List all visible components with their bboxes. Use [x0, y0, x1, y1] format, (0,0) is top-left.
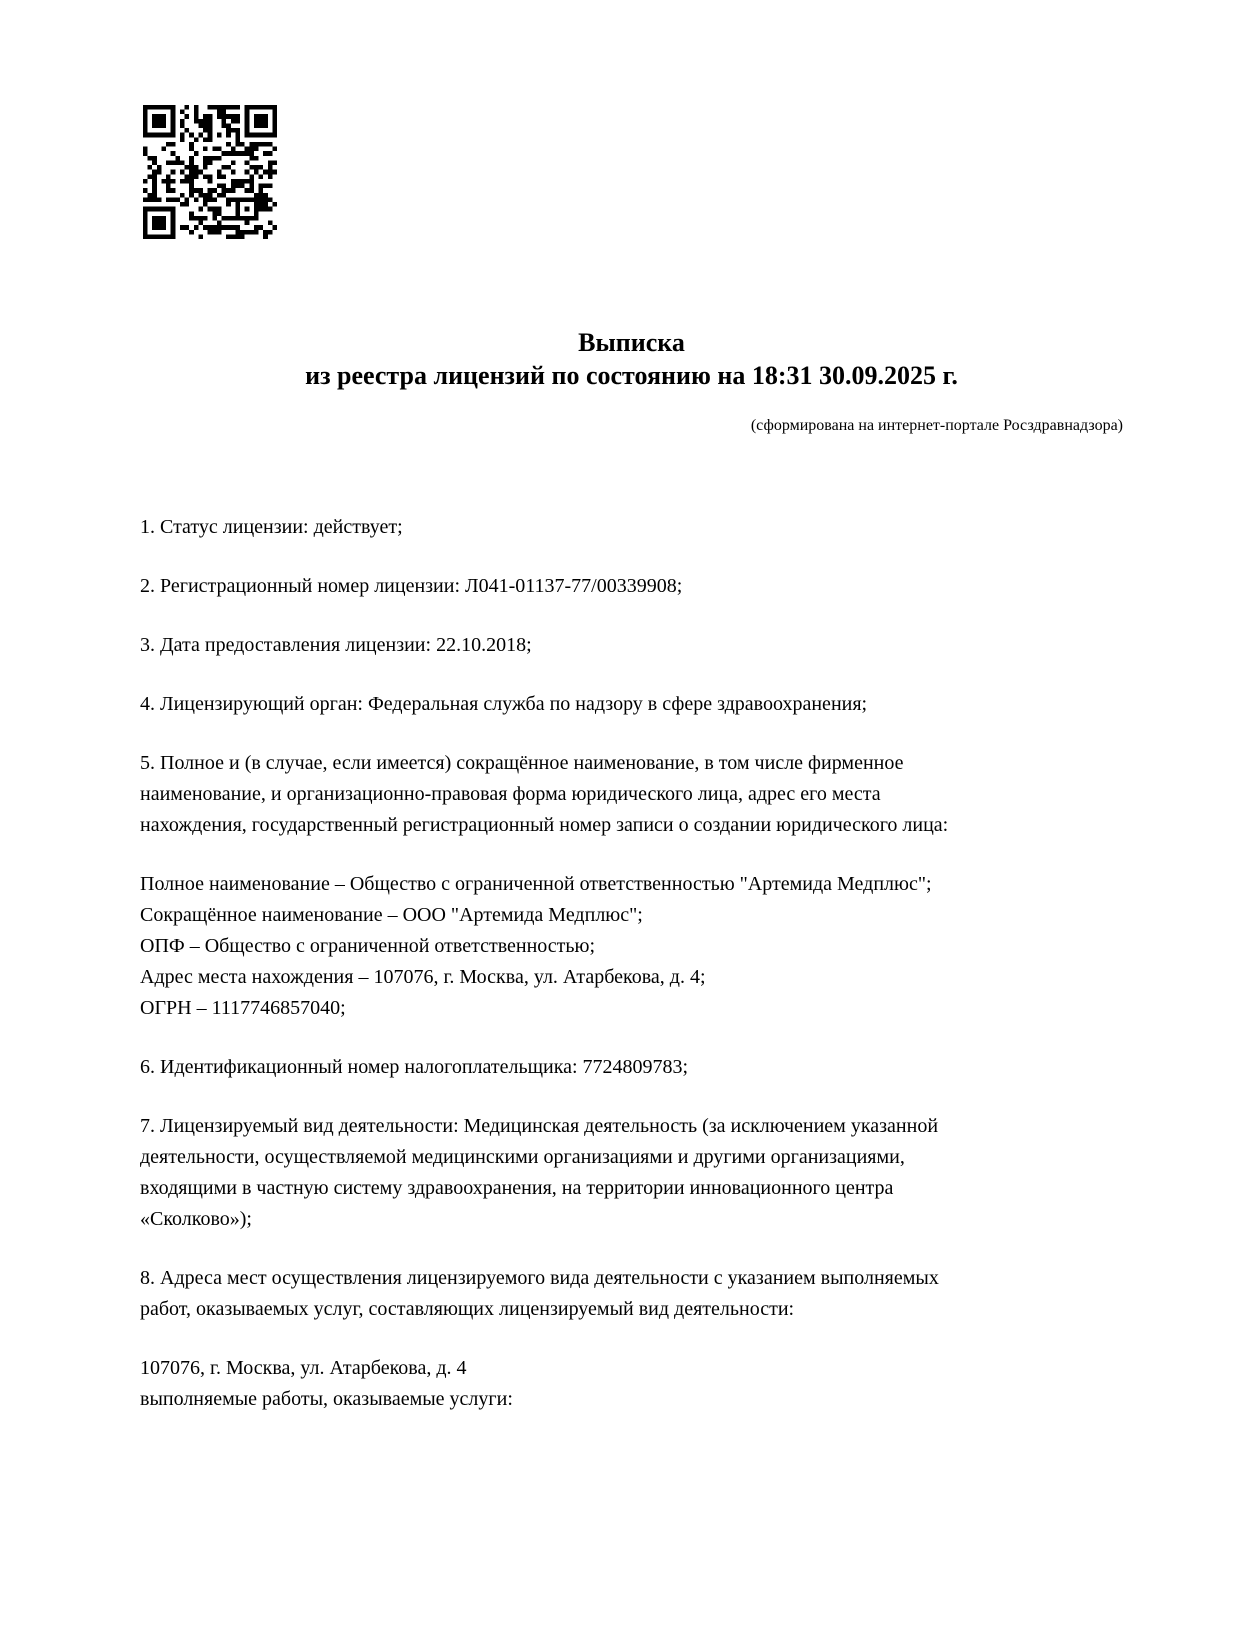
paragraph — [140, 1052, 1140, 1083]
text-line: Полное наименование – Общество с ограниченной ответственностью "Артемида Медплюс"; — [140, 873, 932, 895]
text-line: ОГРН – 1117746857040; — [140, 997, 346, 1019]
text-line: 2. Регистрационный номер лицензии: Л041-01137-77/00339908; — [140, 575, 683, 597]
text-line: входящими в частную систему здравоохранения, на территории инновационного центра — [140, 1177, 894, 1199]
document-title — [140, 326, 1123, 392]
title-line-1: Выписка — [578, 328, 685, 357]
text-line: деятельности, осуществляемой медицинскими организациями и другими организациями, — [140, 1146, 905, 1168]
paragraph — [140, 512, 1140, 543]
paragraph — [140, 869, 1140, 1024]
text-line: 4. Лицензирующий орган: Федеральная служба по надзору в сфере здравоохранения; — [140, 693, 868, 715]
paragraph — [140, 1263, 1140, 1325]
text-line: 8. Адреса мест осуществления лицензируемого вида деятельности с указанием выполняемых — [140, 1267, 939, 1289]
qr-code-image — [143, 105, 277, 239]
text-line: наименование, и организационно-правовая форма юридического лица, адрес его места — [140, 783, 881, 805]
paragraph — [140, 748, 1140, 841]
paragraph — [140, 630, 1140, 661]
text-line: ОПФ – Общество с ограниченной ответственностью; — [140, 935, 596, 957]
paragraph — [140, 1111, 1140, 1235]
text-line: нахождения, государственный регистрационный номер записи о создании юридического лица: — [140, 814, 949, 836]
document-subtitle: (сформирована на интернет-портале Росздравнадзора) — [750, 417, 1123, 434]
text-line: 1. Статус лицензии: действует; — [140, 516, 403, 538]
text-line: работ, оказываемых услуг, составляющих лицензируемый вид деятельности: — [140, 1298, 795, 1320]
text-line: выполняемые работы, оказываемые услуги: — [140, 1388, 513, 1410]
text-line: 6. Идентификационный номер налогоплательщика: 7724809783; — [140, 1056, 689, 1078]
document-body — [140, 512, 1140, 1447]
paragraph — [140, 1353, 1140, 1415]
text-line: Адрес места нахождения – 107076, г. Москва, ул. Атарбекова, д. 4; — [140, 966, 706, 988]
text-line: 3. Дата предоставления лицензии: 22.10.2018; — [140, 634, 532, 656]
text-line: 5. Полное и (в случае, если имеется) сокращённое наименование, в том числе фирменное — [140, 752, 904, 774]
paragraph — [140, 689, 1140, 720]
paragraph — [140, 571, 1140, 602]
text-line: «Сколково»); — [140, 1208, 252, 1230]
text-line: 7. Лицензируемый вид деятельности: Медицинская деятельность (за исключением указанной — [140, 1115, 939, 1137]
title-line-2: из реестра лицензий по состоянию на 18:31 30.09.2025 г. — [305, 361, 958, 390]
qr-code — [143, 105, 277, 239]
text-line: 107076, г. Москва, ул. Атарбекова, д. 4 — [140, 1357, 467, 1379]
text-line: Сокращённое наименование – ООО "Артемида Медплюс"; — [140, 904, 643, 926]
